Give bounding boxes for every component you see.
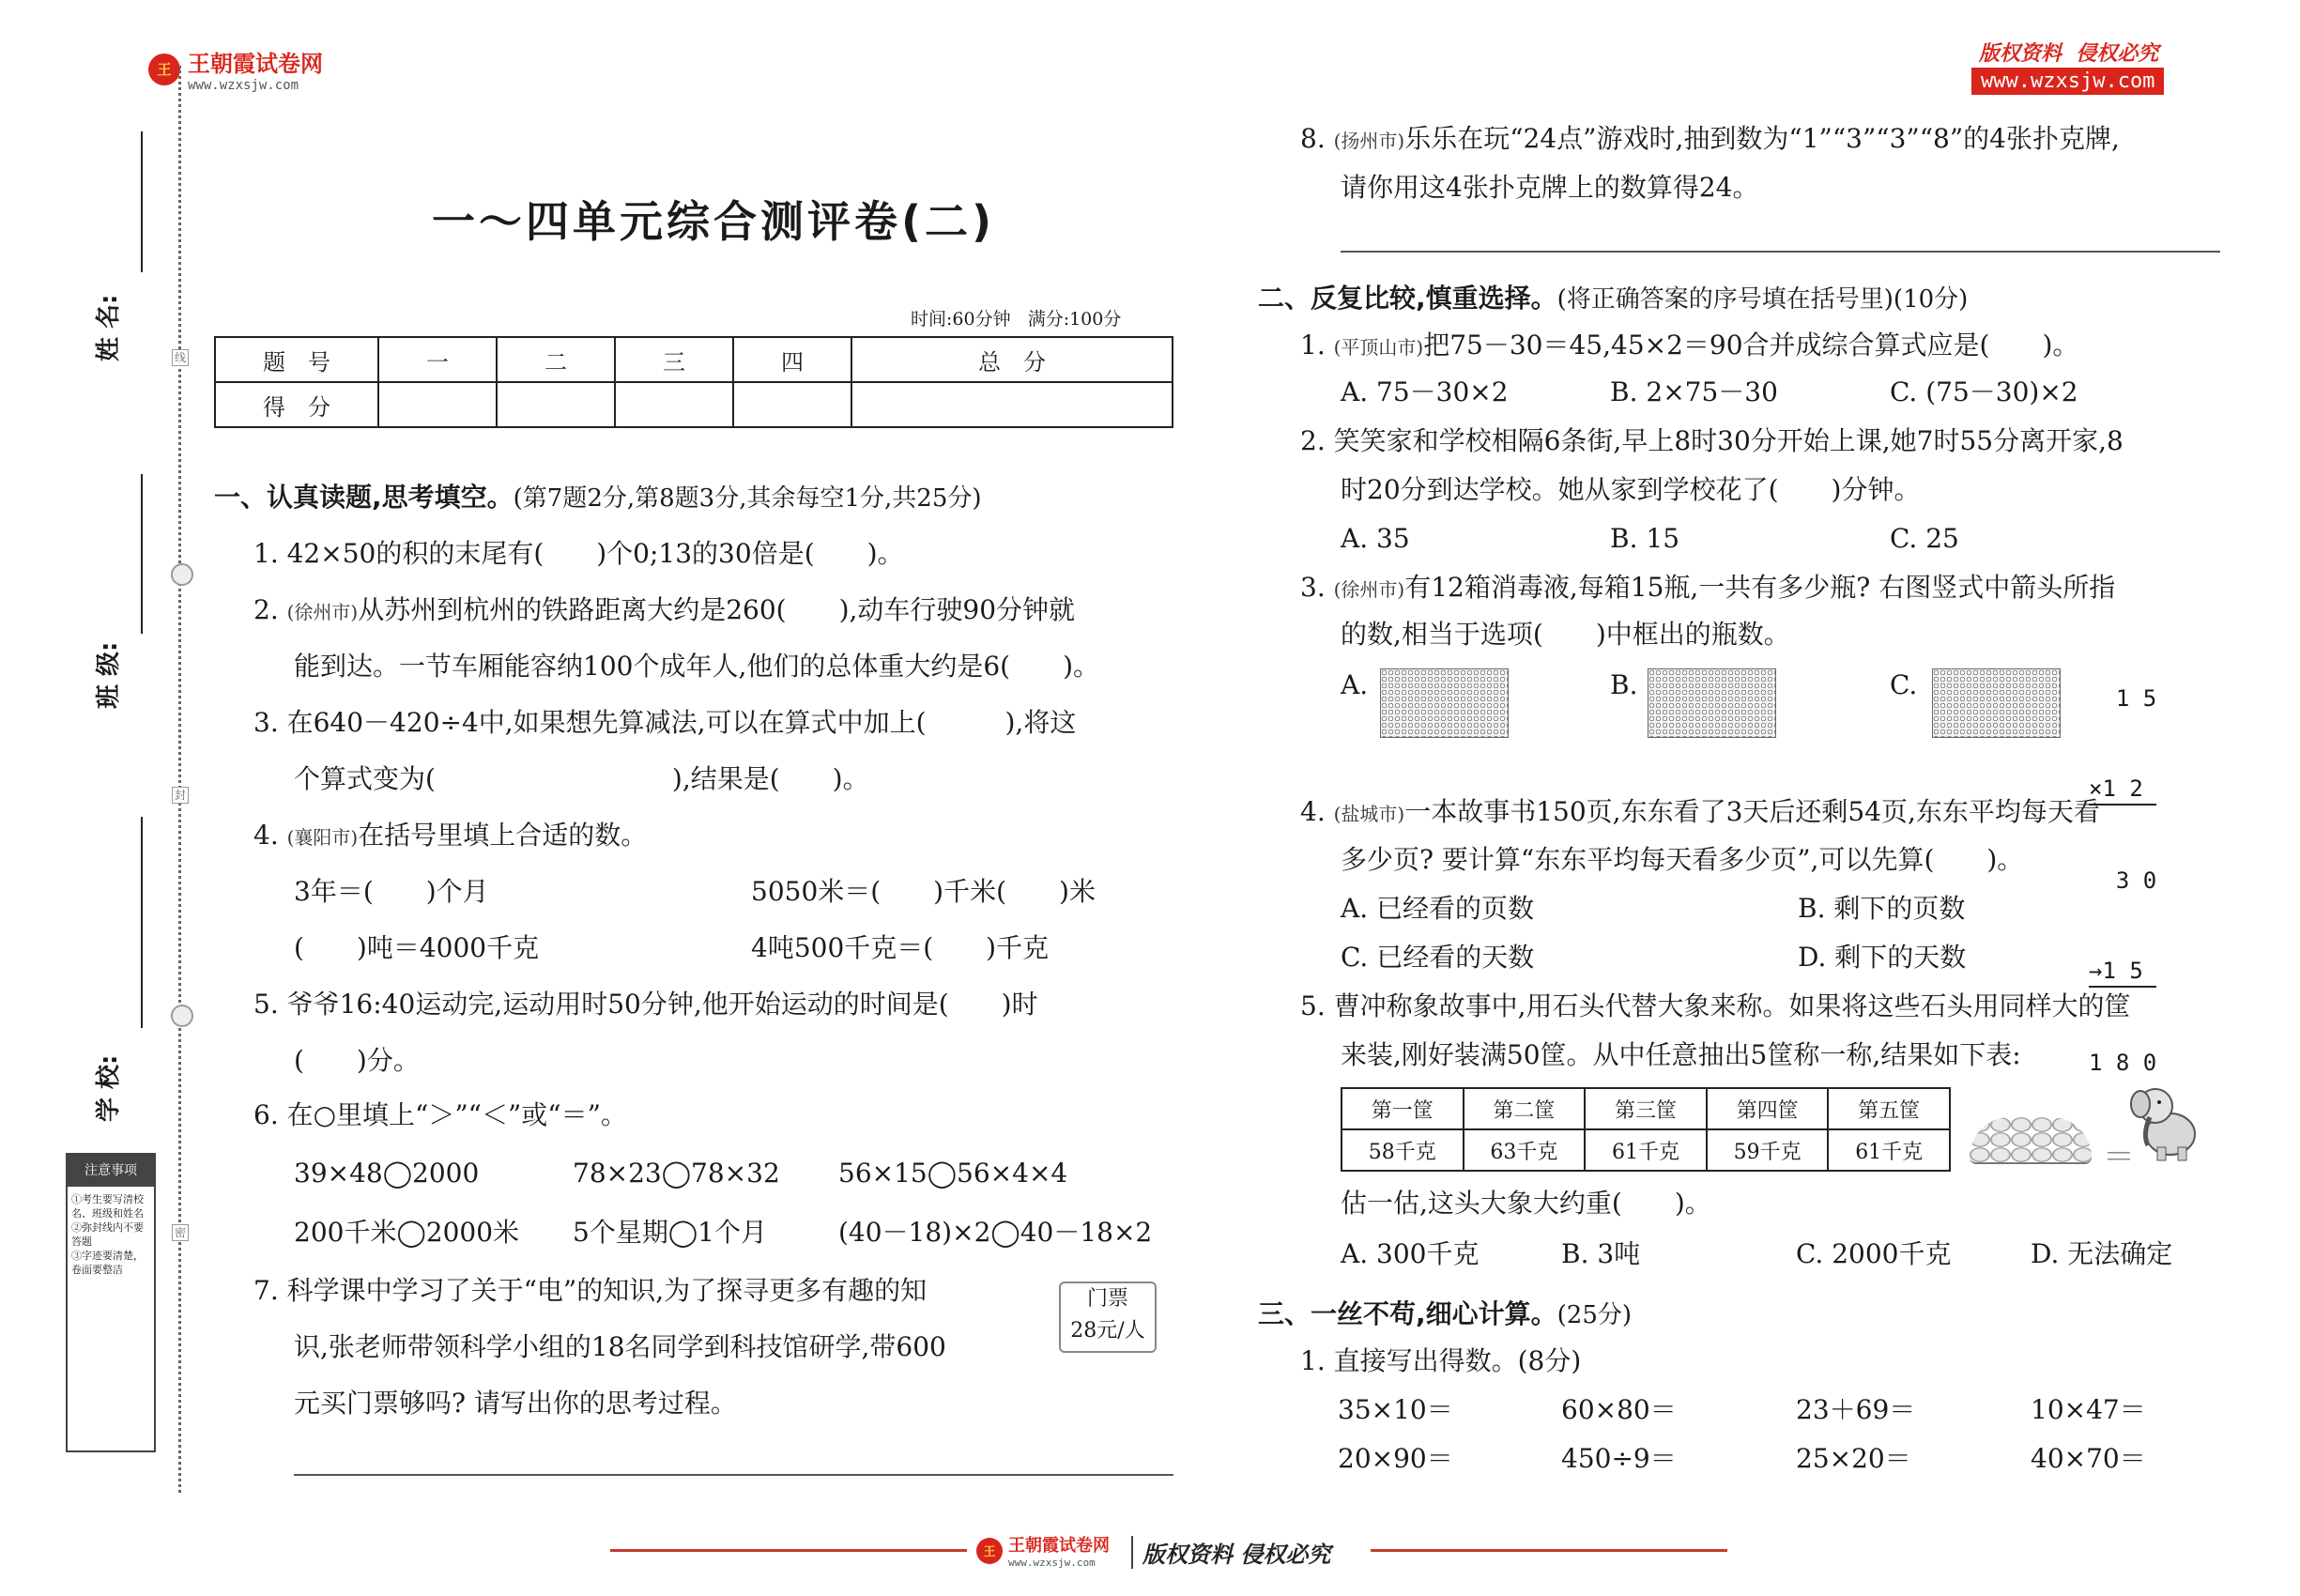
question-6-item: 5个星期◯1个月 — [573, 1217, 767, 1248]
question-6-item: 56×15◯56×4×4 — [838, 1158, 1068, 1189]
basket-weight: 61千克 — [1585, 1129, 1707, 1171]
option[interactable]: A. — [1341, 669, 1369, 700]
seal-mark: 线 — [172, 349, 189, 366]
question-7-cont: 元买门票够吗? 请写出你的思考过程。 — [294, 1388, 737, 1419]
city-tag: (徐州市) — [1333, 578, 1405, 601]
basket-weight: 58千克 — [1342, 1129, 1464, 1171]
time-info: 时间:60分钟 满分:100分 — [911, 309, 1122, 330]
seal-icon — [171, 563, 193, 586]
brand-logo — [148, 45, 323, 93]
option[interactable]: C. 已经看的天数 — [1341, 942, 1535, 973]
option[interactable]: B. 3吨 — [1561, 1238, 1641, 1269]
calc-item[interactable]: 10×47＝ — [2031, 1394, 2146, 1425]
option[interactable]: A. 35 — [1341, 523, 1410, 554]
logo-url: www.wzxsjw.com — [1008, 1557, 1096, 1569]
question-1: 1. 42×50的积的末尾有( )个0;13的30倍是( )。 — [253, 538, 904, 569]
score-header: 二 — [497, 337, 615, 382]
seal-line — [178, 66, 181, 1493]
option[interactable]: A. 已经看的页数 — [1341, 893, 1535, 924]
name-line — [141, 131, 143, 272]
ticket-price: 28元/人 — [1070, 1319, 1145, 1343]
footer-line-right — [1371, 1549, 1727, 1552]
s2-question-4-cont: 多少页? 要计算“东东平均每天看多少页”,可以先算( )。 — [1341, 844, 2024, 875]
question-6: 6. 在○里填上“＞”“＜”或“＝”。 — [253, 1099, 627, 1130]
question-6-item: 200千米◯2000米 — [294, 1217, 520, 1248]
question-3: 3. 在640－420÷4中,如果想先算减法,可以在算式中加上( ),将这 — [253, 707, 1077, 738]
divider — [1341, 251, 2220, 253]
table-row — [215, 382, 1173, 427]
stone-pile-icon — [1970, 1117, 2092, 1164]
logo-name: 王朝霞试卷网 — [188, 51, 323, 77]
rights-notice: 版权资料 侵权必究 — [1979, 42, 2159, 66]
logo-emblem-icon: 王 — [976, 1538, 1003, 1564]
question-6-item: (40－18)×2◯40－18×2 — [838, 1217, 1153, 1248]
score-cell[interactable] — [497, 382, 615, 427]
seal-mark: 封 — [172, 787, 189, 804]
score-table — [214, 336, 1173, 428]
mult-line: 1 5 — [2089, 685, 2157, 712]
basket-header: 第三筐 — [1585, 1088, 1707, 1129]
question-6-item: 39×48◯2000 — [294, 1158, 480, 1189]
score-row-label: 得 分 — [215, 382, 378, 427]
notice-title: 注意事项 — [68, 1155, 154, 1187]
mult-line: 3 0 — [2089, 867, 2157, 894]
basket-weight: 61千克 — [1828, 1129, 1950, 1171]
basket-header: 第二筐 — [1464, 1088, 1586, 1129]
s2-question-4: 4. (盐城市)一本故事书150页,东东看了3天后还剩54页,东东平均每天看 — [1300, 796, 2100, 827]
option[interactable]: B. 剩下的页数 — [1798, 893, 1966, 924]
option[interactable]: C. — [1890, 669, 1918, 700]
calc-item[interactable]: 25×20＝ — [1796, 1443, 1911, 1474]
section3-title: 三、一丝不苟,细心计算。(25分) — [1258, 1298, 1633, 1329]
s2-question-5-ask: 估一估,这头大象大约重( )。 — [1341, 1188, 1711, 1219]
notice-item: ③字迹要清楚，卷面要整洁 — [71, 1250, 144, 1276]
option[interactable]: D. 无法确定 — [2031, 1238, 2173, 1269]
question-4-item: 3年＝( )个月 — [294, 876, 489, 907]
logo-name: 王朝霞试卷网 — [1008, 1536, 1110, 1556]
s2-question-5: 5. 曹冲称象故事中,用石头代替大象来称。如果将这些石头用同样大的筐 — [1300, 990, 2131, 1021]
score-header: 一 — [378, 337, 497, 382]
mult-line: →1 5 — [2089, 956, 2156, 988]
logo-url: www.wzxsjw.com — [188, 78, 299, 93]
seal-mark: 密 — [172, 1224, 189, 1241]
mult-line: ×1 2 — [2089, 774, 2156, 806]
table-row — [1342, 1129, 1950, 1171]
option[interactable]: A. 300千克 — [1341, 1238, 1480, 1269]
s3-question-1: 1. 直接写出得数。(8分) — [1300, 1345, 1582, 1376]
seal-icon — [171, 1005, 193, 1027]
question-4-item: 5050米＝( )千米( )米 — [751, 876, 1096, 907]
table-row — [215, 337, 1173, 382]
question-5-cont: ( )分。 — [294, 1045, 420, 1076]
calc-item[interactable]: 60×80＝ — [1561, 1394, 1677, 1425]
city-tag: (襄阳市) — [286, 826, 359, 849]
question-8-cont: 请你用这4张扑克牌上的数算得24。 — [1341, 172, 1759, 203]
s2-question-5-cont: 来装,刚好装满50筐。从中任意抽出5筐称一称,结果如下表: — [1341, 1039, 2021, 1070]
s2-question-2: 2. 笑笑家和学校相隔6条街,早上8时30分开始上课,她7时55分离开家,8 — [1300, 425, 2124, 456]
s2-question-3-cont: 的数,相当于选项( )中框出的瓶数。 — [1341, 619, 1790, 650]
question-7-cont: 识,张老师带领科学小组的18名同学到科技馆研学,带600 — [294, 1331, 946, 1362]
divider — [294, 1474, 1173, 1476]
option[interactable]: C. 2000千克 — [1796, 1238, 1952, 1269]
page-title: 一～四单元综合测评卷(二) — [432, 196, 996, 247]
logo-emblem-icon: 王 — [148, 54, 180, 85]
question-5: 5. 爷爷16:40运动完,运动用时50分钟,他开始运动的时间是( )时 — [253, 989, 1038, 1020]
s2-question-3: 3. (徐州市)有12箱消毒液,每箱15瓶,一共有多少瓶? 右图竖式中箭头所指 — [1300, 572, 2116, 603]
bottle-array-b — [1648, 668, 1776, 738]
question-3-cont: 个算式变为( ),结果是( )。 — [294, 763, 869, 794]
question-6-item: 78×23◯78×32 — [573, 1158, 780, 1189]
calc-item[interactable]: 40×70＝ — [2031, 1443, 2146, 1474]
school-label: 学 校: — [95, 1054, 123, 1122]
score-cell[interactable] — [378, 382, 497, 427]
section2-note: (将正确答案的序号填在括号里)(10分) — [1556, 285, 1969, 314]
section1-title: 一、认真读题,思考填空。(第7题2分,第8题3分,其余每空1分,共25分) — [214, 482, 982, 513]
calc-item[interactable]: 20×90＝ — [1338, 1443, 1453, 1474]
name-label: 姓 名: — [95, 294, 123, 361]
elephant-icon — [2129, 1080, 2204, 1164]
question-8: 8. (扬州市)乐乐在玩“24点”游戏时,抽到数为“1”“3”“3”“8”的4张扑克牌, — [1300, 123, 2120, 154]
option[interactable]: B. 15 — [1610, 523, 1680, 554]
score-cell[interactable] — [615, 382, 733, 427]
notice-box — [66, 1153, 156, 1452]
section1-note: (第7题2分,第8题3分,其余每空1分,共25分) — [513, 484, 982, 513]
ticket-title: 门票 — [1086, 1287, 1128, 1311]
question-4-item: ( )吨＝4000千克 — [294, 932, 540, 963]
notice-item: ①考生要写清校名、班级和姓名 — [71, 1193, 144, 1220]
question-4-item: 4吨500千克＝( )千克 — [751, 932, 1050, 963]
footer-logo — [976, 1532, 1110, 1569]
basket-header: 第四筐 — [1707, 1088, 1829, 1129]
calc-item[interactable]: 35×10＝ — [1338, 1394, 1453, 1425]
s2-question-1: 1. (平顶山市)把75－30＝45,45×2＝90合并成综合算式应是( )。 — [1300, 330, 2079, 361]
s2-question-2-cont: 时20分到达学校。她从家到学校花了( )分钟。 — [1341, 474, 1921, 505]
calc-item[interactable]: 450÷9＝ — [1561, 1443, 1677, 1474]
ticket-card — [1059, 1281, 1157, 1353]
city-tag: (盐城市) — [1333, 803, 1405, 825]
option[interactable]: B. — [1610, 669, 1638, 700]
basket-weight: 59千克 — [1707, 1129, 1829, 1171]
bottle-array-c — [1932, 668, 2061, 738]
vertical-multiplication — [2089, 623, 2156, 1108]
section2-title: 二、反复比较,慎重选择。(将正确答案的序号填在括号里)(10分) — [1258, 283, 1969, 314]
question-4: 4. (襄阳市)在括号里填上合适的数。 — [253, 820, 648, 851]
footer-line-left — [610, 1549, 967, 1552]
class-label: 班 级: — [95, 641, 123, 709]
option[interactable]: B. 2×75－30 — [1610, 376, 1778, 407]
question-2-cont: 能到达。一节车厢能容纳100个成年人,他们的总体重大约是6( )。 — [294, 651, 1100, 682]
city-tag: (扬州市) — [1333, 130, 1405, 152]
rights-url-banner: www.wzxsjw.com — [1971, 68, 2164, 95]
section3-note: (25分) — [1556, 1301, 1633, 1329]
option[interactable]: C. (75－30)×2 — [1890, 376, 2078, 407]
basket-header: 第五筐 — [1828, 1088, 1950, 1129]
option[interactable]: D. 剩下的天数 — [1798, 942, 1967, 973]
question-2: 2. (徐州市)从苏州到杭州的铁路距离大约是260( ),动车行驶90分钟就 — [253, 594, 1076, 625]
equals-sign: ＝ — [2103, 1139, 2135, 1176]
footer-rights: 版权资料 侵权必究 — [1131, 1536, 1330, 1569]
class-line — [141, 474, 143, 634]
score-header: 总 分 — [851, 337, 1173, 382]
option[interactable]: C. 25 — [1890, 523, 1959, 554]
table-row — [1342, 1088, 1950, 1129]
question-7: 7. 科学课中学习了关于“电”的知识,为了探寻更多有趣的知 — [253, 1275, 928, 1306]
score-header: 三 — [615, 337, 733, 382]
option[interactable]: A. 75－30×2 — [1341, 376, 1509, 407]
school-line — [141, 817, 143, 1028]
score-cell[interactable] — [733, 382, 851, 427]
score-header: 四 — [733, 337, 851, 382]
city-tag: (平顶山市) — [1333, 336, 1424, 359]
calc-item[interactable]: 23＋69＝ — [1796, 1394, 1916, 1425]
basket-table — [1341, 1087, 1951, 1172]
basket-header: 第一筐 — [1342, 1088, 1464, 1129]
city-tag: (徐州市) — [286, 601, 359, 623]
score-header: 题 号 — [215, 337, 378, 382]
notice-item: ②弥封线内不要答题 — [71, 1221, 144, 1248]
basket-weight: 63千克 — [1464, 1129, 1586, 1171]
score-cell[interactable] — [851, 382, 1173, 427]
bottle-array-a — [1380, 668, 1509, 738]
mult-line: 1 8 0 — [2089, 1050, 2157, 1076]
